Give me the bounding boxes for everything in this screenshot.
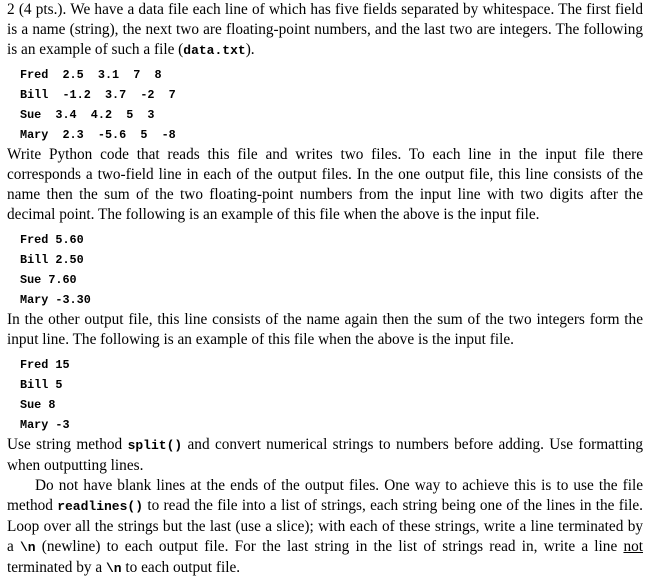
code-line: Mary -3.30 (20, 293, 91, 307)
readlines-code: readlines() (57, 499, 144, 514)
code-line: Bill 2.50 (20, 253, 84, 267)
paragraph-split: Use string method split() and convert numerical strings to numbers before adding. Use formatting when outputting lines. (7, 436, 643, 474)
code-line: Fred 2.5 3.1 7 8 (20, 68, 162, 82)
code-line: Fred 5.60 (20, 233, 84, 247)
data-filename: data.txt (183, 43, 246, 58)
code-line: Sue 8 (20, 398, 56, 412)
int-output-example (7, 355, 643, 435)
input-file-example (7, 65, 643, 145)
paragraph-write-files: Write Python code that reads this file and writes two files. To each line in the input file there corresponds a two-field line in each of the output files. In the one output file, this line consists of the name then the sum of the two floating-point numbers from the input line with two digits after the decimal point. The following is an example of this file when the above is the input file. (7, 146, 643, 223)
not-underlined: not (623, 538, 643, 555)
question-number: 2 (4 pts.). (7, 1, 67, 18)
code-line: Sue 7.60 (20, 273, 77, 287)
code-line: Fred 15 (20, 358, 70, 372)
split-method-code: split() (127, 438, 183, 453)
question-intro: 2 (4 pts.). We have a data file each line of which has five fields separated by whitespace. The first field is a name (string), the next two are floating-point numbers, and the last two are integers. The following is an example of such a file (data.txt). (7, 1, 643, 58)
float-output-example (7, 230, 643, 310)
code-line: Mary -3 (20, 418, 70, 432)
code-line: Mary 2.3 -5.6 5 -8 (20, 128, 176, 142)
code-line: Sue 3.4 4.2 5 3 (20, 108, 155, 122)
code-line: Bill -1.2 3.7 -2 7 (20, 88, 176, 102)
question-document (7, 0, 643, 579)
paragraph-blank-lines: Do not have blank lines at the ends of the output files. One way to achieve this is to use the file method readlines() to read the file into a list of strings, each string being one of the lines in the file. Loop over all the strings but the last (use a slice); with each of these strings, write a line terminated by a \n (newline) to each output file. For the last string in the list of strings read in, write a line not terminated by a \n to each output file. (7, 477, 643, 576)
newline-code: \n (105, 561, 122, 576)
paragraph-other-file: In the other output file, this line consists of the name again then the sum of the two integers form the input line. The following is an example of this file when the above is the input file. (7, 311, 643, 348)
code-line: Bill 5 (20, 378, 63, 392)
newline-code: \n (20, 540, 36, 555)
